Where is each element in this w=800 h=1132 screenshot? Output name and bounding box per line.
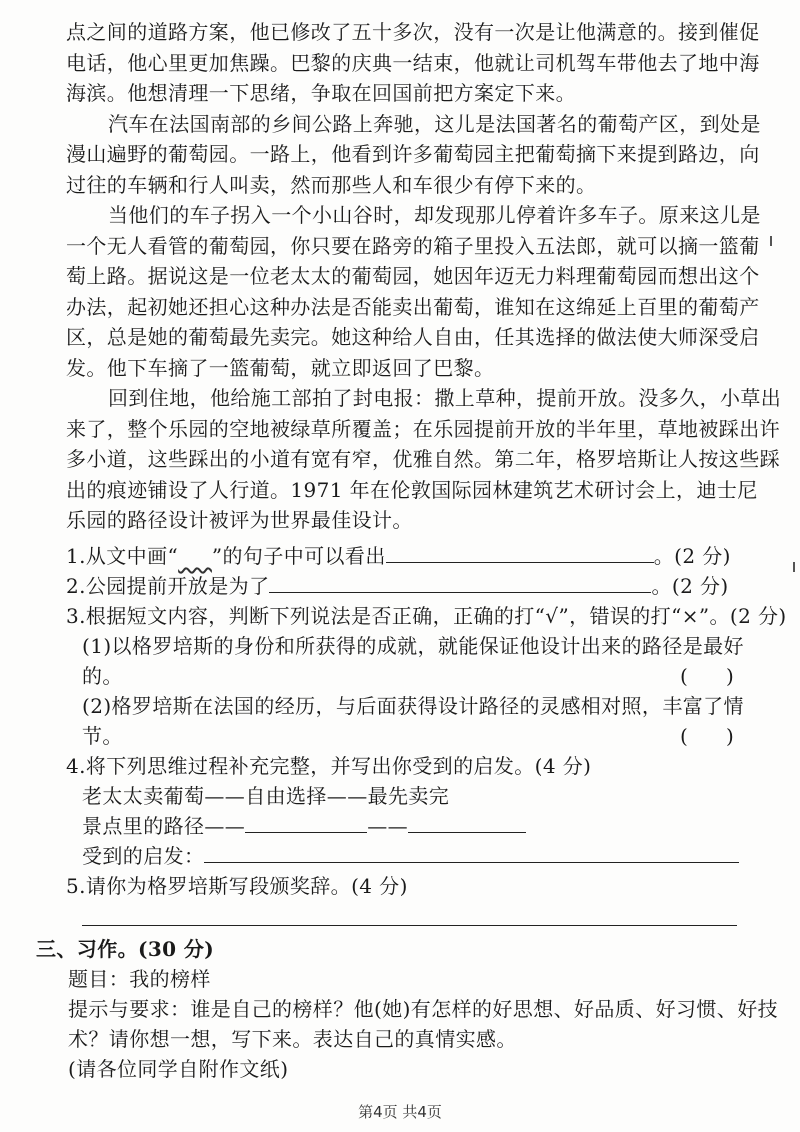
question-3-item-2: (2)格罗培斯在法国的经历，与后面获得设计路径的灵感相对照，丰富了情 xyxy=(82,694,744,718)
passage-line: 多小道，这些踩出的小道有宽有窄，优雅自然。第二年，格罗培斯让人按这些踩 xyxy=(66,447,780,471)
passage-line: 出的痕迹铺设了人行道。1971 年在伦敦国际园林建筑艺术研讨会上，迪士尼 xyxy=(66,477,758,502)
passage-line: 汽车在法国南部的乡间公路上奔驰，这儿是法国著名的葡萄产区，到处是 xyxy=(108,111,761,136)
wavy-underline-mark xyxy=(178,544,212,568)
question-3-item-1: (1)以格罗培斯的身份和所获得的成就，就能保证他设计出来的路径是最好 xyxy=(82,634,744,658)
passage-line: 一个无人看管的葡萄园，你只要在路旁的箱子里投入五法郎，就可以摘一篮葡 xyxy=(66,233,760,258)
composition-title: 题目：我的榜样 xyxy=(68,967,211,991)
passage-line: 电话，他心里更加焦躁。巴黎的庆典一结束，他就让司机驾车带他去了地中海 xyxy=(66,50,760,75)
thinking-chain-1: 老太太卖葡萄——自由选择——最先卖完 xyxy=(82,784,450,808)
answer-blank-q4-b[interactable] xyxy=(408,812,526,833)
passage-line: 办法，起初她还担心这种办法是否能卖出葡萄，谁知在这绵延上百里的葡萄产 xyxy=(66,294,760,319)
passage-line: 漫山遍野的葡萄园。一路上，他看到许多葡萄园主把葡萄摘下来提到路边，向 xyxy=(66,142,760,166)
judge-paren-1[interactable]: ( ) xyxy=(680,664,734,688)
passage-line: 点之间的道路方案，他已修改了五十多次，没有一次是让他满意的。接到催促 xyxy=(66,20,760,44)
passage-line: 过往的车辆和行人叫卖，然而那些人和车很少有停下来的。 xyxy=(66,172,597,197)
section-3-heading: 三、习作。(30 分) xyxy=(36,937,215,961)
thinking-chain-2: 景点里的路径—— —— xyxy=(82,812,762,840)
passage-line: 发。他下车摘了一篮葡萄，就立即返回了巴黎。 xyxy=(66,355,495,380)
question-3: 3.根据短文内容，判断下列说法是否正确，正确的打“√”，错误的打“×”。(2 分) xyxy=(66,604,787,628)
question-4: 4.将下列思维过程补充完整，并写出你受到的启发。(4 分) xyxy=(66,754,592,778)
question-3-item-2-cont: 节。 xyxy=(82,724,123,748)
scan-mark xyxy=(793,562,795,572)
passage-line: 来了，整个乐园的空地被绿草所覆盖；在乐园提前开放的半年里，草地被踩出许 xyxy=(66,416,780,441)
question-1: 1.从文中画“ ”的句子中可以看出 。(2 分) xyxy=(66,544,731,568)
inspiration-line: 受到的启发： xyxy=(82,842,762,870)
passage-line: 萄上路。据说这是一位老太太的葡萄园，她因年迈无力料理葡萄园而想出这个 xyxy=(66,264,760,288)
passage-line: 回到住地，他给施工部拍了封电报：撒上草种，提前开放。没多久，小草出 xyxy=(108,386,782,410)
question-2: 2.公园提前开放是为了 。(2 分) xyxy=(66,574,729,598)
answer-line-q5[interactable] xyxy=(82,925,737,926)
answer-blank-q2[interactable] xyxy=(269,572,651,593)
passage-line: 当他们的车子拐入一个小山谷时，却发现那儿停着许多车子。原来这儿是 xyxy=(108,203,761,227)
judge-paren-2[interactable]: ( ) xyxy=(680,724,734,748)
scan-mark xyxy=(770,236,772,246)
passage-line: 乐园的路径设计被评为世界最佳设计。 xyxy=(66,508,413,532)
composition-requirements: 提示与要求：谁是自己的榜样？他(她)有怎样的好思想、好品质、好习惯、好技 xyxy=(68,997,779,1021)
passage-line: 海滨。他想清理一下思绪，争取在回国前把方案定下来。 xyxy=(66,81,576,105)
composition-note: (请各位同学自附作文纸) xyxy=(68,1057,289,1081)
passage-line: 区，总是她的葡萄最先卖完。她这种给人自由，任其选择的做法使大师深受启 xyxy=(66,325,760,349)
page-footer: 第4页 共4页 xyxy=(358,1103,442,1121)
question-5: 5.请你为格罗培斯写段颁奖辞。(4 分) xyxy=(66,874,408,898)
answer-blank-q4-c[interactable] xyxy=(204,842,739,863)
answer-blank-q4-a[interactable] xyxy=(245,812,367,833)
question-3-item-1-cont: 的。 xyxy=(82,664,123,688)
composition-requirements-b: 术？请你想一想，写下来。表达自己的真情实感。 xyxy=(68,1027,517,1051)
answer-blank-q1[interactable] xyxy=(386,542,654,563)
